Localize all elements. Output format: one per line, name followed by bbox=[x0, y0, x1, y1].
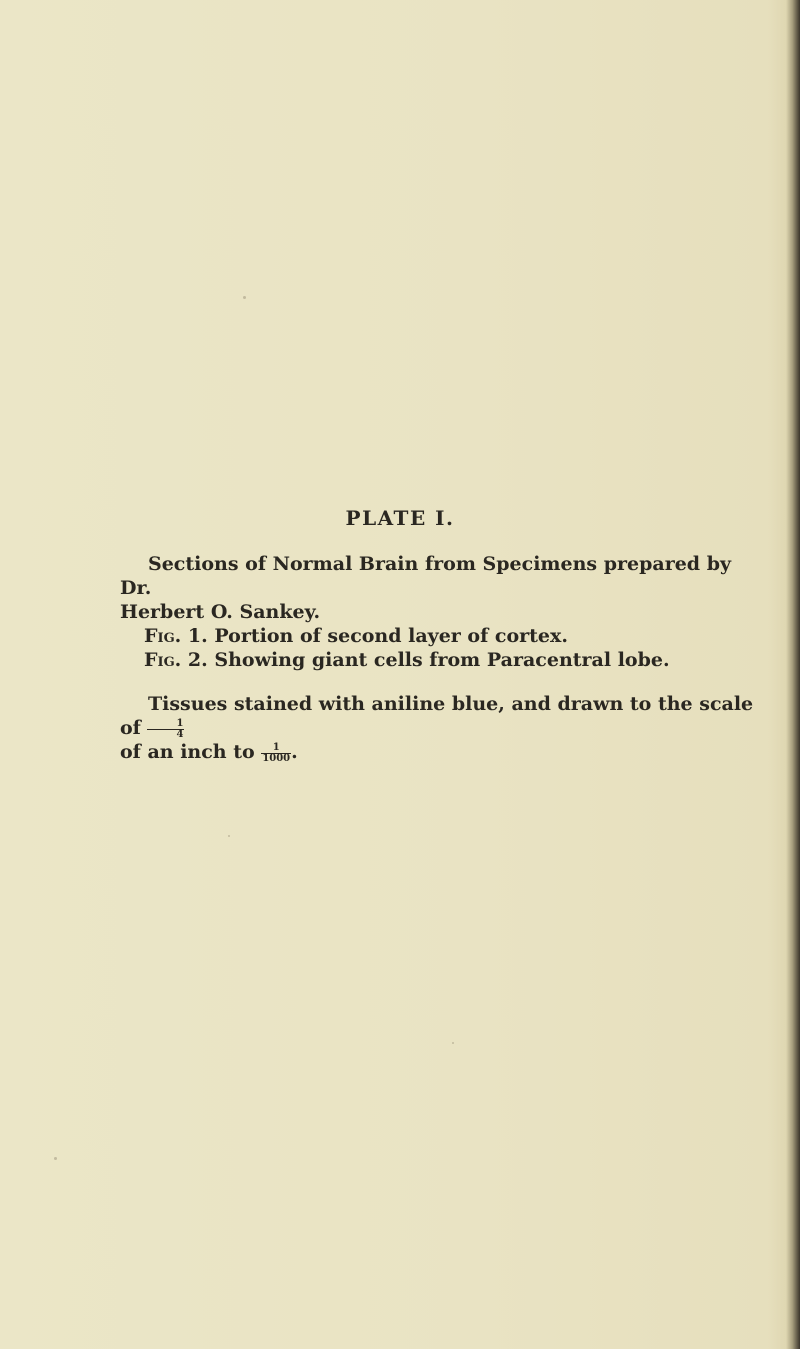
page-edge-shadow bbox=[786, 0, 800, 1349]
fraction-numerator: 1 bbox=[147, 719, 184, 730]
staining-note-line1 bbox=[120, 692, 760, 740]
figure-1-label: Fig. bbox=[144, 625, 182, 647]
scale-fraction-quarter bbox=[147, 719, 184, 740]
staining-note-line2 bbox=[120, 740, 760, 764]
plate-title: PLATE I. bbox=[345, 506, 455, 530]
figure-1-text: Portion of second layer of cortex. bbox=[214, 625, 568, 647]
staining-note-text: Tissues stained with aniline blue, and drawn to the scale of bbox=[120, 693, 754, 739]
plate-caption bbox=[120, 552, 760, 764]
figure-2-number: 2. bbox=[187, 649, 208, 671]
paragraph-gap bbox=[120, 672, 760, 692]
figure-2-text: Showing giant cells from Paracentral lobe. bbox=[214, 649, 670, 671]
paper-speck bbox=[54, 1157, 57, 1160]
figure-1-number: 1. bbox=[187, 625, 208, 647]
paper-speck bbox=[452, 1042, 454, 1044]
caption-intro-line2: Herbert O. Sankey. bbox=[120, 601, 321, 623]
staining-note-text-2: of an inch to bbox=[120, 741, 255, 763]
figure-1-caption bbox=[120, 624, 760, 648]
paper-speck bbox=[228, 835, 230, 837]
staining-note-period: . bbox=[291, 741, 298, 763]
fraction-numerator: 1 bbox=[261, 743, 291, 754]
fraction-denominator: 4 bbox=[176, 728, 184, 740]
figure-2-label: Fig. bbox=[144, 649, 182, 671]
scale-fraction-thousandth bbox=[261, 743, 291, 764]
paper-speck bbox=[243, 296, 246, 299]
caption-intro-line1: Sections of Normal Brain from Specimens prepared by Dr. bbox=[120, 553, 732, 599]
fraction-denominator: 1000 bbox=[262, 752, 291, 764]
figure-2-caption bbox=[120, 648, 760, 672]
